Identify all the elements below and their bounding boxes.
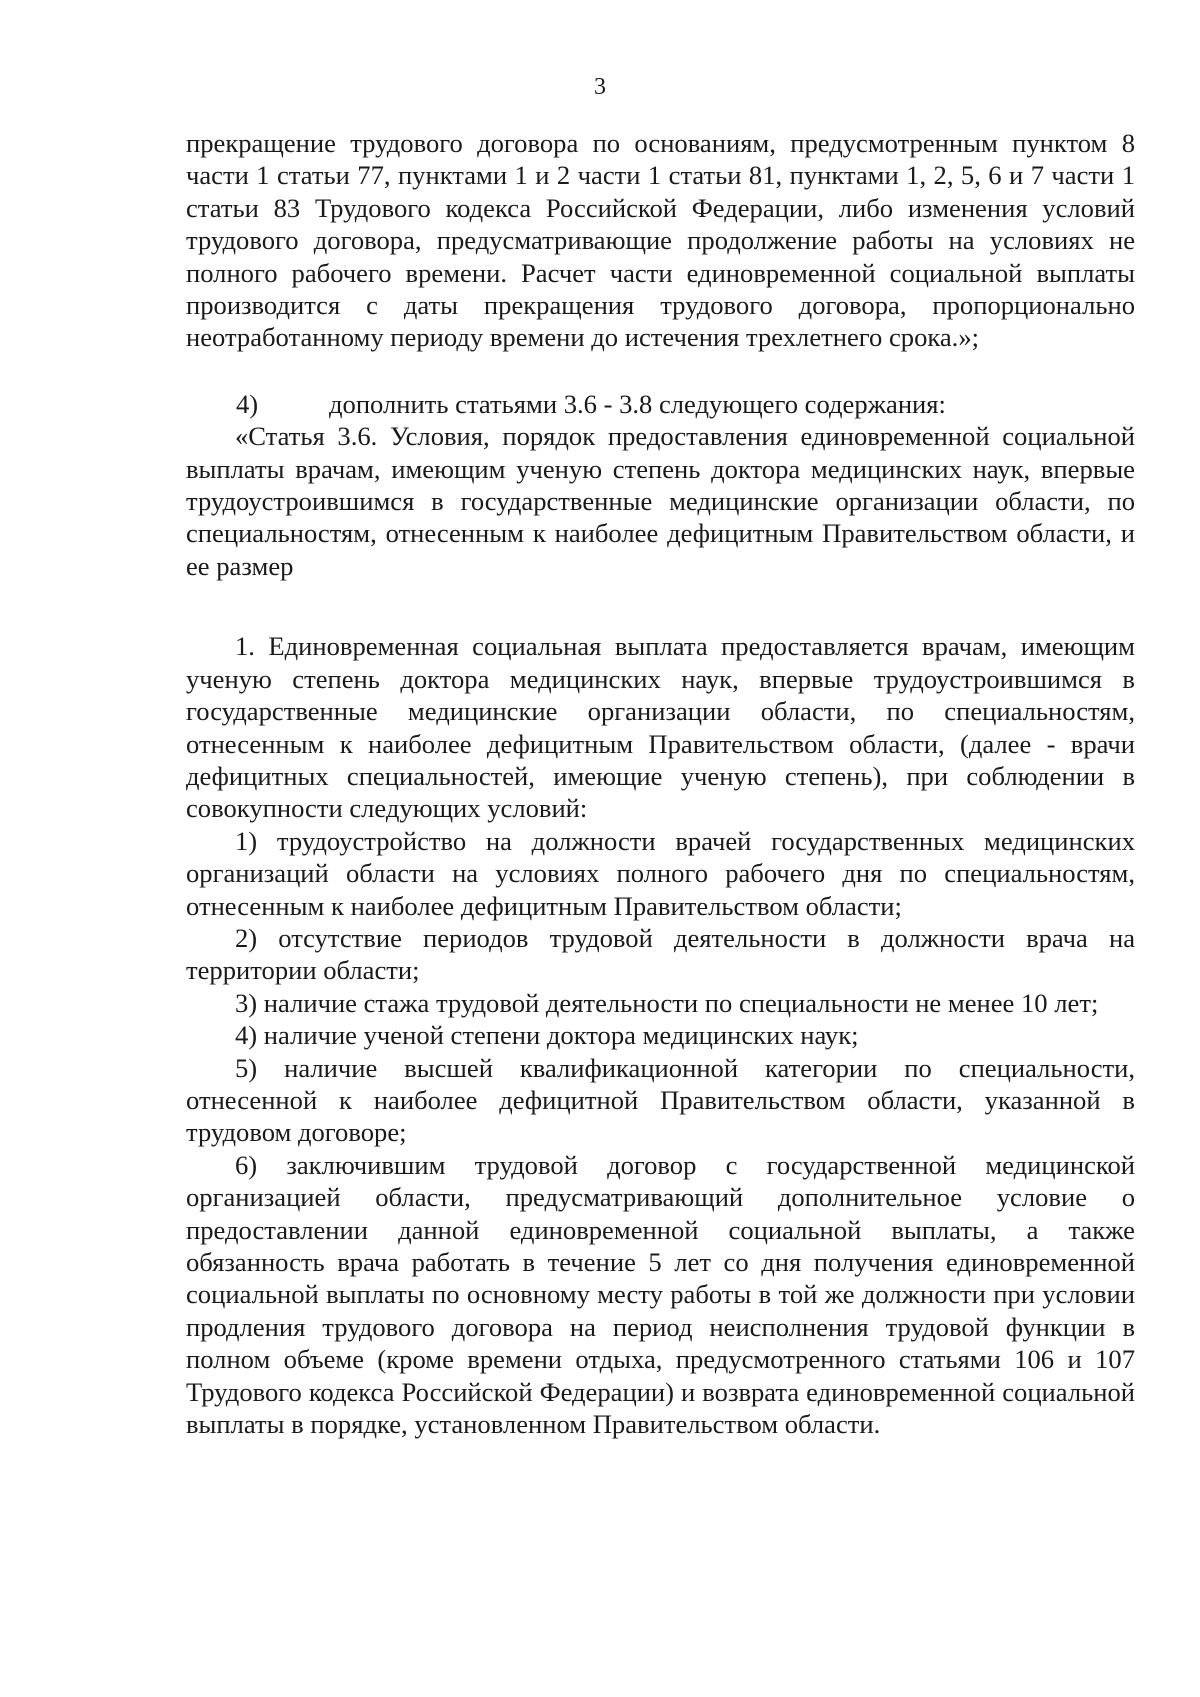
condition-5: 5) наличие высшей квалификационной категории по специальности, отнесенной к наиболее дефицитной Правительством области, указанной в трудовом договоре; (186, 1052, 1135, 1148)
amendment-item-4 (186, 388, 1135, 420)
condition-1: 1) трудоустройство на должности врачей государственных медицинских организаций области на условиях полного рабочего дня по специальностям, отнесенным к наиболее дефицитным Правительством области; (186, 825, 1135, 921)
paragraph-continuation: прекращение трудового договора по основаниям, предусмотренным пунктом 8 части 1 статьи 77, пунктами 1 и 2 части 1 статьи 81, пунктами 1, 2, 5, 6 и 7 части 1 статьи 83 Трудового кодекса Российской Федерации, либо изменения условий трудового договора, предусматривающие продолжение работы на условиях не полного рабочего времени. Расчет части единовременной социальной выплаты производится с даты прекращения трудового договора, пропорционально неотработанному периоду времени до истечения трехлетнего срока.»; (186, 128, 1135, 353)
amendment-item-number: 4) (236, 388, 259, 419)
article-title: «Статья 3.6. Условия, порядок предоставления единовременной социальной выплаты врачам, имеющим ученую степень доктора медицинских наук, впервые трудоустроившимся в государственные медицинские организации области, по специальностям, отнесенным к наиболее дефицитным Правительством области, и ее размер (186, 421, 1135, 581)
clause-1: 1. Единовременная социальная выплата предоставляется врачам, имеющим ученую степень доктора медицинских наук, впервые трудоустроившимся в государственные медицинские организации области, по специальностям, отнесенным к наиболее дефицитным Правительством области, (далее - врачи дефицитных специальностей, имеющие ученую степень), при соблюдении в совокупности следующих условий: (186, 631, 1135, 824)
condition-4: 4) наличие ученой степени доктора медицинских наук; (235, 1020, 859, 1051)
document-body (186, 127, 1135, 1440)
page-number: 3 (594, 74, 606, 100)
condition-3: 3) наличие стажа трудовой деятельности по специальности не менее 10 лет; (235, 987, 1099, 1018)
condition-6: 6) заключившим трудовой договор с государственной медицинской организацией области, предусматривающий дополнительное условие о предоставлении данной единовременной социальной выплаты, а также обязанность врача работать в течение 5 лет со дня получения единовременной социальной выплаты по основному месту работы в той же должности при условии продления трудового договора на период неисполнения трудовой функции в полном объеме (кроме времени отдыха, предусмотренного статьями 106 и 107 Трудового кодекса Российской Федерации) и возврата единовременной социальной выплаты в порядке, установленном Правительством области. (186, 1149, 1135, 1440)
condition-2: 2) отсутствие периодов трудовой деятельности в должности врача на территории области; (186, 922, 1135, 986)
amendment-item-text: дополнить статьями 3.6 - 3.8 следующего содержания: (329, 388, 946, 419)
